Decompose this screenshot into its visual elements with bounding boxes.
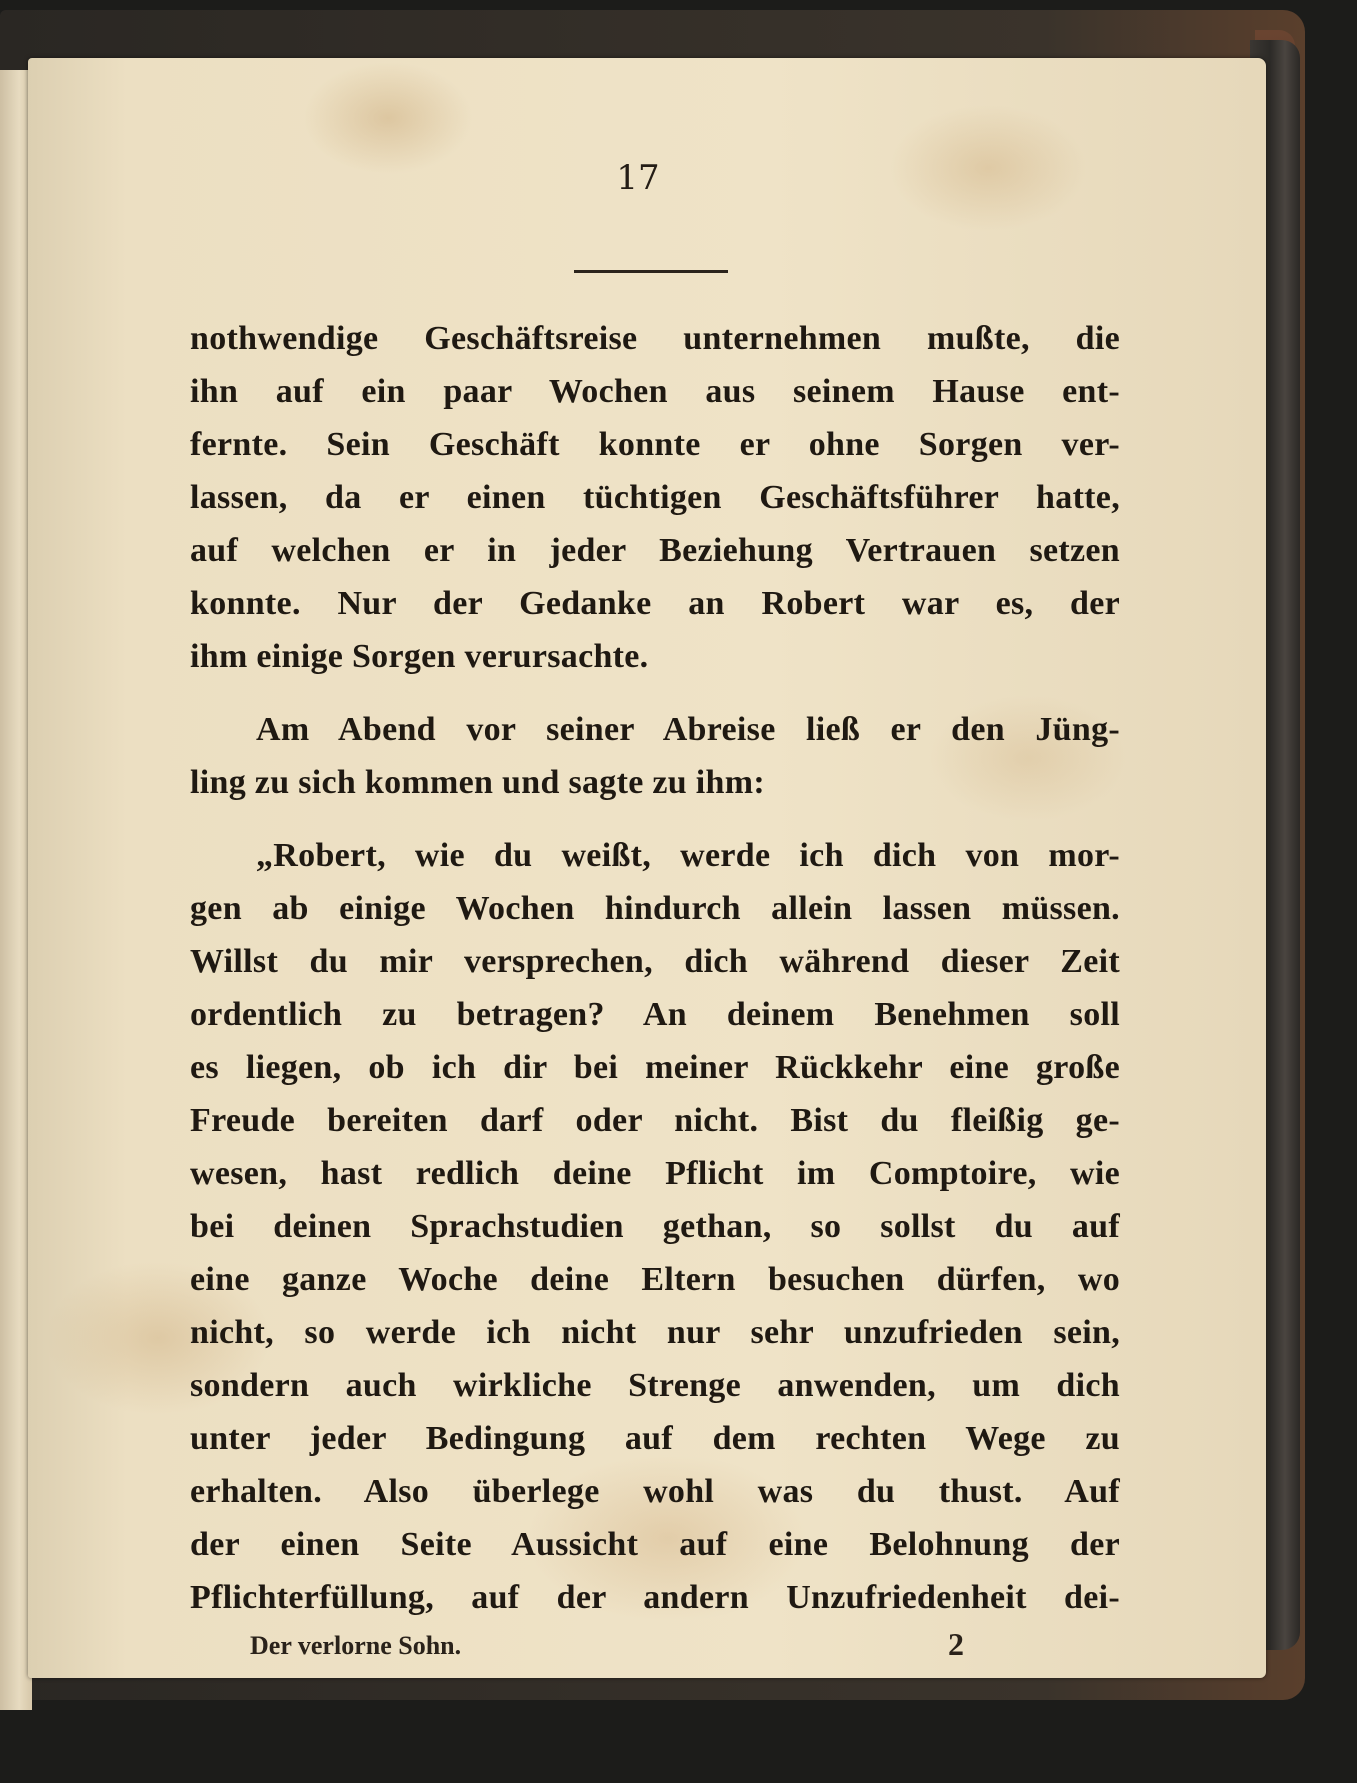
- text-line: der einen Seite Aussicht auf eine Belohnung der: [190, 1526, 1120, 1563]
- text-line: wesen, hast redlich deine Pflicht im Comptoire, wie: [190, 1155, 1120, 1192]
- text-line: konnte. Nur der Gedanke an Robert war es, der: [190, 585, 1120, 622]
- text-line: fernte. Sein Geschäft konnte er ohne Sorgen ver-: [190, 426, 1120, 463]
- text-line: sondern auch wirkliche Strenge anwenden, um dich: [190, 1367, 1120, 1404]
- text-line: lassen, da er einen tüchtigen Geschäftsführer hatte,: [190, 479, 1120, 516]
- text-line: gen ab einige Wochen hindurch allein lassen müssen.: [190, 890, 1120, 927]
- header-rule: [574, 270, 728, 273]
- text-line: nicht, so werde ich nicht nur sehr unzufrieden sein,: [190, 1314, 1120, 1351]
- text-line: eine ganze Woche deine Eltern besuchen dürfen, wo: [190, 1261, 1120, 1298]
- text-line: ihn auf ein paar Wochen aus seinem Hause ent-: [190, 373, 1120, 410]
- signature-line: Der verlorne Sohn.: [250, 1631, 462, 1660]
- body-text: [190, 312, 1120, 1624]
- text-line: Am Abend vor seiner Abreise ließ er den Jüng-: [256, 711, 1120, 748]
- text-line: ihm einige Sorgen verursachte.: [190, 638, 649, 675]
- text-line: „Robert, wie du weißt, werde ich dich von mor-: [256, 837, 1120, 874]
- text-line: Freude bereiten darf oder nicht. Bist du fleißig ge-: [190, 1102, 1120, 1139]
- text-line: Pflichterfüllung, auf der andern Unzufriedenheit dei-: [190, 1579, 1120, 1616]
- text-line: Willst du mir versprechen, dich während dieser Zeit: [190, 943, 1120, 980]
- page-number: 17: [616, 158, 660, 198]
- book-page: [28, 58, 1266, 1678]
- text-line: ling zu sich kommen und sagte zu ihm:: [190, 764, 766, 801]
- sheet-mark: 2: [948, 1626, 964, 1662]
- text-line: nothwendige Geschäftsreise unternehmen mußte, die: [190, 320, 1120, 357]
- text-line: es liegen, ob ich dir bei meiner Rückkehr eine große: [190, 1049, 1120, 1086]
- text-line: ordentlich zu betragen? An deinem Benehmen soll: [190, 996, 1120, 1033]
- text-line: unter jeder Bedingung auf dem rechten Wege zu: [190, 1420, 1120, 1457]
- text-line: erhalten. Also überlege wohl was du thust. Auf: [190, 1473, 1120, 1510]
- text-line: bei deinen Sprachstudien gethan, so sollst du auf: [190, 1208, 1120, 1245]
- text-line: auf welchen er in jeder Beziehung Vertrauen setzen: [190, 532, 1120, 569]
